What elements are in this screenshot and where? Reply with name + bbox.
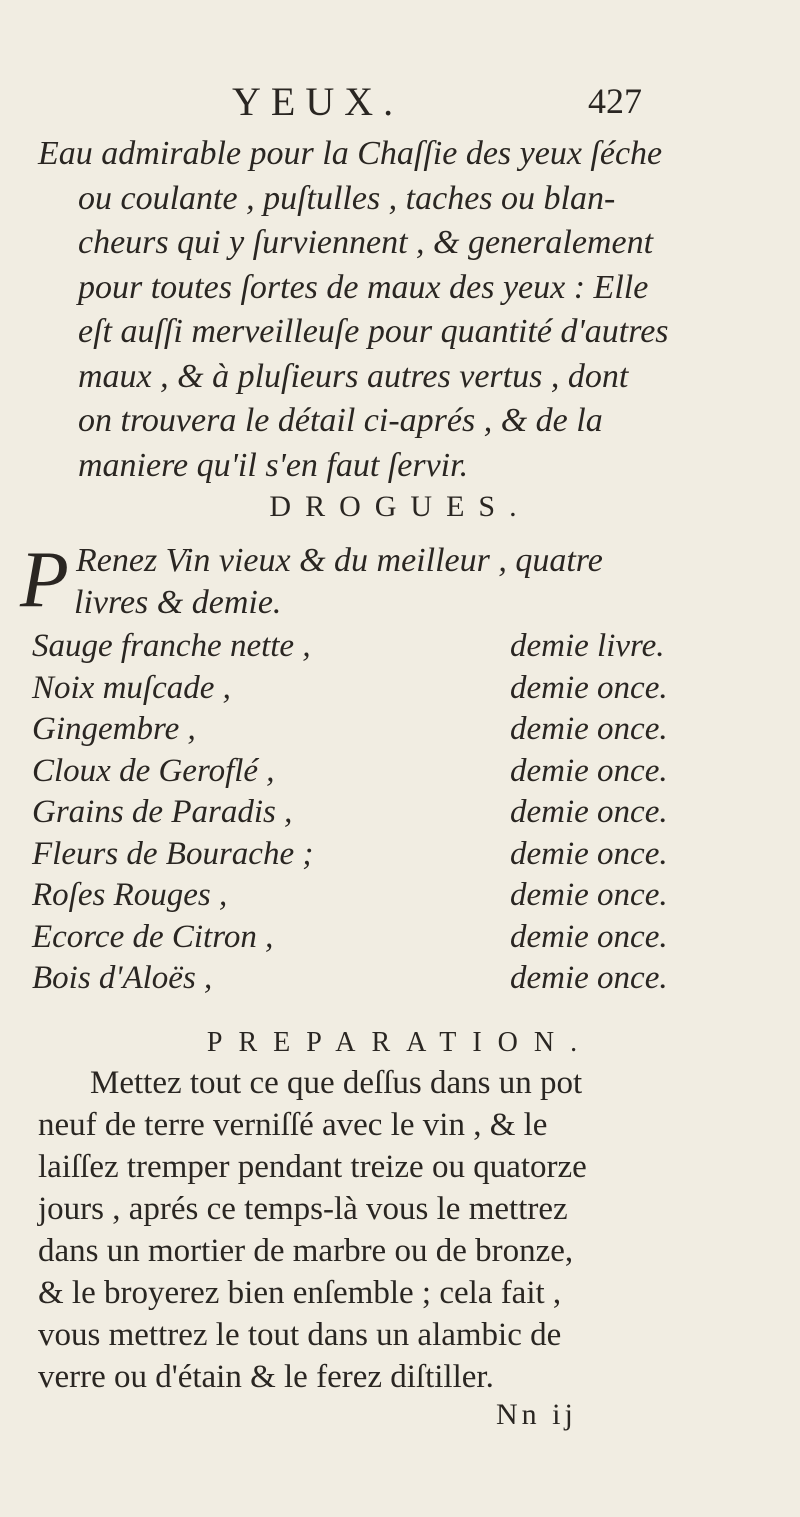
ingredient-name: Grains de Paradis , <box>32 794 293 830</box>
ingredient-name: Noix muſcade , <box>32 669 231 706</box>
prescription-line: livres & demie. <box>74 584 282 621</box>
heading-line: Eau admirable pour la Chaſſie des yeux ſéche <box>38 135 663 172</box>
ingredient-row <box>32 877 792 919</box>
running-title: YEUX. <box>232 79 404 124</box>
ingredient-quantity: demie once. <box>510 669 668 706</box>
ingredient-quantity: demie once. <box>510 877 668 913</box>
ingredient-quantity: demie once. <box>510 960 668 996</box>
preparation-line: jours , aprés ce temps-là vous le mettrez <box>38 1191 568 1227</box>
preparation-line: dans un mortier de marbre ou de bronze, <box>38 1233 574 1269</box>
signature-mark: Nn ij <box>496 1398 577 1431</box>
preparation-line: neuf de terre verniſſé avec le vin , & le <box>38 1107 548 1143</box>
ingredient-row <box>32 836 792 878</box>
running-head <box>0 78 800 128</box>
ingredient-quantity: demie once. <box>510 918 668 955</box>
heading-line: on trouvera le détail ci-aprés , & de la <box>78 402 603 439</box>
drop-cap: P <box>20 536 69 624</box>
preparation-text <box>38 1062 788 1398</box>
preparation-line: Mettez tout ce que deſſus dans un pot <box>90 1065 583 1101</box>
ingredient-row <box>32 628 792 670</box>
heading-line: ou coulante , puſtulles , taches ou blan- <box>78 179 616 217</box>
preparation-section-title: PREPARATION. <box>206 1027 594 1058</box>
ingredient-row <box>32 960 792 1002</box>
ingredient-list <box>32 628 792 1002</box>
heading-line: maux , & à pluſieurs autres vertus , dont <box>78 357 629 395</box>
preparation-line: & le broyerez bien enſemble ; cela fait , <box>38 1275 562 1311</box>
preparation-line: verre ou d'étain & le ferez diſtiller. <box>38 1359 494 1395</box>
heading-line: maniere qu'il s'en faut ſervir. <box>78 446 469 484</box>
ingredient-name: Sauge franche nette , <box>32 628 311 664</box>
heading-line: cheurs qui y ſurviennent , & generalement <box>78 224 654 261</box>
preparation-line: vous mettrez le tout dans un alambic de <box>38 1317 562 1353</box>
ingredient-row <box>32 711 792 753</box>
drugs-section-title: DROGUES. <box>269 490 531 523</box>
prescription-line: Renez Vin vieux & du meilleur , quatre <box>76 542 603 579</box>
recipe-heading <box>38 132 788 488</box>
ingredient-name: Roſes Rouges , <box>32 877 228 913</box>
prescription-opening <box>16 536 786 626</box>
ingredient-name: Fleurs de Bourache ; <box>32 835 314 872</box>
ingredient-quantity: demie livre. <box>510 628 665 664</box>
ingredient-row <box>32 753 792 795</box>
ingredient-quantity: demie once. <box>510 711 668 747</box>
ingredient-row <box>32 794 792 836</box>
page-number: 427 <box>588 81 642 121</box>
ingredient-row <box>32 919 792 961</box>
ingredient-name: Bois d'Aloës , <box>32 960 213 996</box>
preparation-line: laiſſez tremper pendant treize ou quatorze <box>38 1149 587 1185</box>
ingredient-name: Cloux de Geroflé , <box>32 752 275 789</box>
ingredient-name: Gingembre , <box>32 711 196 747</box>
heading-line: pour toutes ſortes de maux des yeux : Elle <box>78 268 649 306</box>
ingredient-name: Ecorce de Citron , <box>32 918 274 955</box>
heading-line: eſt auſſi merveilleuſe pour quantité d'autres <box>78 313 669 350</box>
ingredient-quantity: demie once. <box>510 835 668 872</box>
ingredient-quantity: demie once. <box>510 794 668 830</box>
ingredient-quantity: demie once. <box>510 752 668 789</box>
ingredient-row <box>32 670 792 712</box>
